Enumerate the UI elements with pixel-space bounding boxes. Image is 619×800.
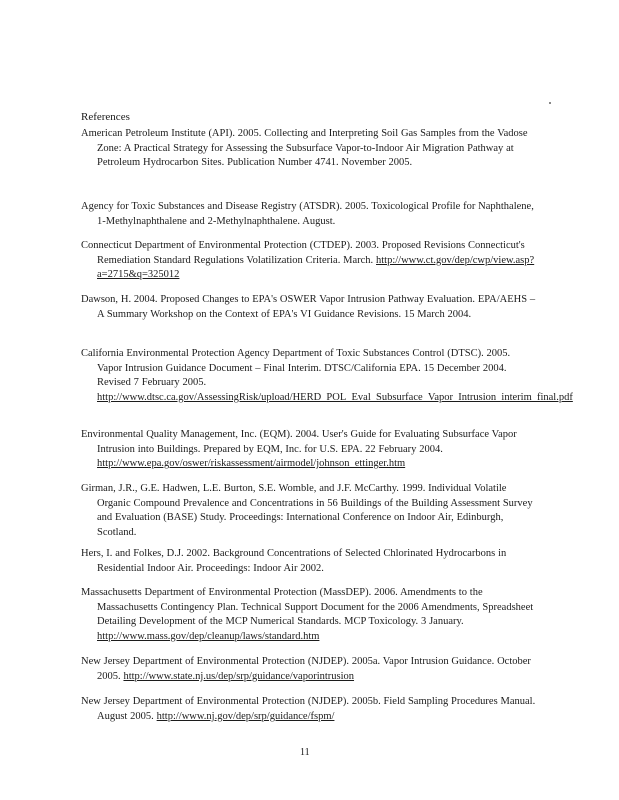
reference-text: American Petroleum Institute (API). 2005. Collecting and Interpreting Soil Gas Samples from the Vadose Zone: A Practical Strategy for Assessing the Subsurface Vapor-to-Indoor Air Migration Pathway at Petroleum Hydrocarbon Sites. Publication Number 4741. November 2005. (81, 128, 528, 169)
reference-text: Agency for Toxic Substances and Disease Registry (ATSDR). 2005. Toxicological Profile for Naphthalene, 1-Methylnaphthalene and 2-Methylnaphthalene. August. (81, 201, 534, 227)
reference-entry (81, 482, 537, 540)
reference-link[interactable]: http://www.state.nj.us/dep/srp/guidance/vaporintrusion (123, 670, 355, 682)
reference-entry (81, 127, 537, 171)
reference-entry (81, 586, 537, 644)
reference-text: New Jersey Department of Environmental Protection (NJDEP). 2005b. Field Sampling Procedures Manual. August 2005. (81, 696, 536, 722)
reference-text: Massachusetts Department of Environmental Protection (MassDEP). 2006. Amendments to the Massachusetts Contingency Plan. Technical Support Document for the 2006 Amendments, Spreadsheet Detailing Development of the MCP Numerical Standards. MCP Toxicology. 3 January. (81, 587, 534, 628)
reference-entry (81, 655, 537, 684)
reference-text: Girman, J.R., G.E. Hadwen, L.E. Burton, S.E. Womble, and J.F. McCarthy. 1999. Individual Volatile Organic Compound Prevalence and Concentrations in 56 Buildings of the Building Assessment Survey and Evaluation (BASE) Study. Proceedings: International Conference on Indoor Air, Edinburgh, Scotland. (81, 483, 533, 538)
reference-entry (81, 293, 537, 322)
reference-text: Connecticut Department of Environmental Protection (CTDEP). 2003. Proposed Revisions Connecticut's Remediation Standard Regulations Volatilization Criteria. March. (81, 240, 525, 266)
reference-text: California Environmental Protection Agency Department of Toxic Substances Control (DTSC). 2005. Vapor Intrusion Guidance Document – Final Interim. DTSC/California EPA. 15 December 2004. Revised 7 February 2005. (81, 348, 511, 389)
reference-entry (81, 239, 537, 283)
reference-link[interactable]: http://www.dtsc.ca.gov/AssessingRisk/upload/HERD_POL_Eval_Subsurface_Vapor_Intrusion_interim_final.pdf (97, 391, 573, 403)
reference-entry (81, 695, 537, 724)
page-number: 11 (300, 747, 310, 758)
stray-mark (549, 102, 551, 104)
reference-text: Environmental Quality Management, Inc. (EQM). 2004. User's Guide for Evaluating Subsurface Vapor Intrusion into Buildings. Prepared by EQM, Inc. for U.S. EPA. 22 February 2004. (81, 429, 517, 455)
reference-link[interactable]: http://www.mass.gov/dep/cleanup/laws/standard.htm (97, 630, 320, 642)
reference-link[interactable]: http://www.ct.gov/dep/cwp/view.asp?a=2715&q=325012 (97, 254, 535, 281)
references-heading: References (81, 111, 130, 123)
reference-entry (81, 200, 537, 229)
reference-entry (81, 428, 537, 472)
reference-text: Dawson, H. 2004. Proposed Changes to EPA's OSWER Vapor Intrusion Pathway Evaluation. EPA/AEHS – A Summary Workshop on the Context of EPA's VI Guidance Revisions. 15 March 2004. (81, 294, 536, 320)
reference-entry (81, 547, 537, 576)
reference-text: New Jersey Department of Environmental Protection (NJDEP). 2005a. Vapor Intrusion Guidance. October 2005. (81, 656, 531, 682)
reference-link[interactable]: http://www.epa.gov/oswer/riskassessment/airmodel/johnson_ettinger.htm (97, 458, 406, 470)
reference-entry (81, 347, 573, 405)
reference-link[interactable]: http://www.nj.gov/dep/srp/guidance/fspm/ (156, 710, 335, 722)
reference-text: Hers, I. and Folkes, D.J. 2002. Background Concentrations of Selected Chlorinated Hydrocarbons in Residential Indoor Air. Proceedings: Indoor Air 2002. (81, 548, 507, 574)
